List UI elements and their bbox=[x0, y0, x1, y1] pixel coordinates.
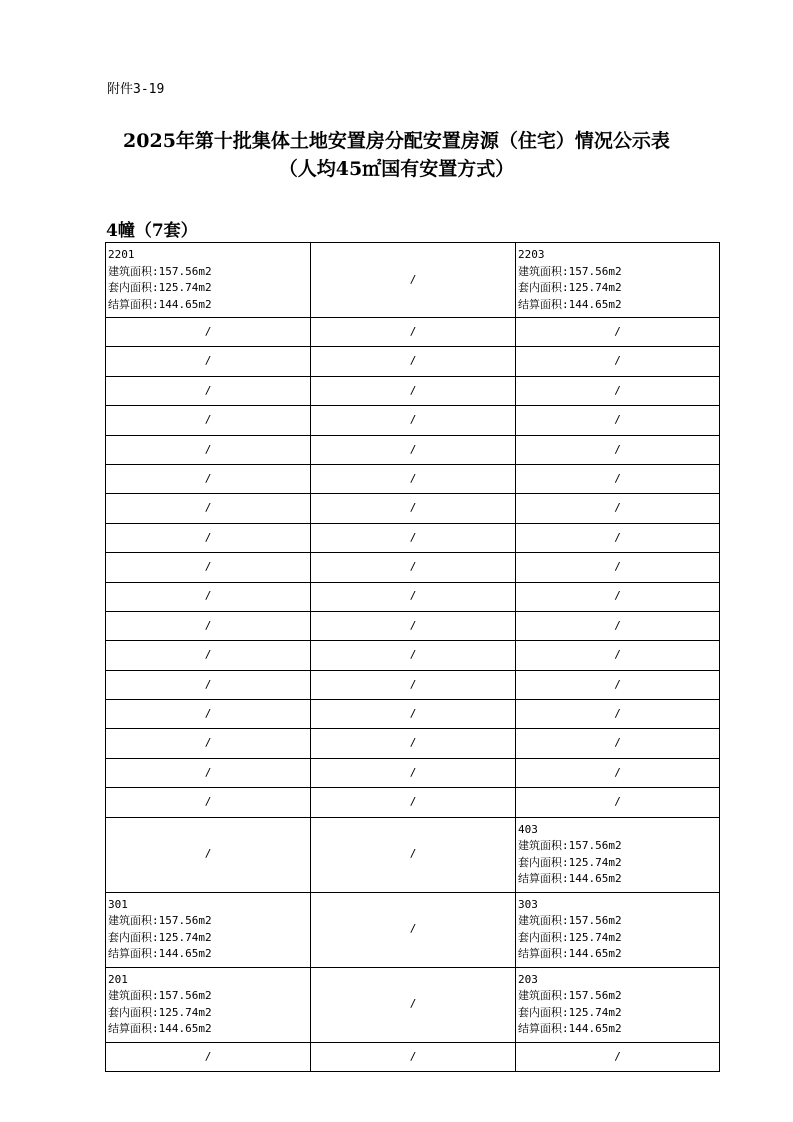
empty-cell: / bbox=[516, 1042, 720, 1071]
inner-area: 套内面积:125.74m2 bbox=[518, 930, 622, 944]
table-row bbox=[106, 967, 720, 1042]
table-row bbox=[106, 553, 720, 582]
unit-cell bbox=[106, 892, 311, 967]
unit-cell bbox=[106, 243, 311, 318]
building-area: 建筑面积:157.56m2 bbox=[108, 989, 212, 1003]
empty-cell: / bbox=[311, 670, 516, 699]
empty-cell: / bbox=[311, 788, 516, 817]
empty-cell: / bbox=[516, 788, 720, 817]
table-row bbox=[106, 641, 720, 670]
empty-cell: / bbox=[311, 817, 516, 892]
building-area: 建筑面积:157.56m2 bbox=[518, 989, 622, 1003]
empty-cell: / bbox=[106, 700, 311, 729]
empty-cell: / bbox=[106, 817, 311, 892]
empty-cell: / bbox=[516, 758, 720, 787]
table-row bbox=[106, 464, 720, 493]
table-row bbox=[106, 435, 720, 464]
inner-area: 套内面积:125.74m2 bbox=[518, 1005, 622, 1019]
empty-cell: / bbox=[516, 700, 720, 729]
empty-cell: / bbox=[516, 494, 720, 523]
empty-cell: / bbox=[311, 435, 516, 464]
settlement-area: 结算面积:144.65m2 bbox=[108, 297, 212, 311]
unit-number: 203 bbox=[518, 972, 538, 986]
table-row bbox=[106, 788, 720, 817]
unit-number: 403 bbox=[518, 822, 538, 836]
housing-table bbox=[105, 242, 720, 1072]
page-title: 2025年第十批集体土地安置房分配安置房源（住宅）情况公示表 bbox=[123, 130, 670, 152]
empty-cell: / bbox=[311, 611, 516, 640]
empty-cell: / bbox=[516, 376, 720, 405]
housing-table-body bbox=[106, 243, 720, 1072]
table-row bbox=[106, 406, 720, 435]
unit-cell bbox=[516, 243, 720, 318]
empty-cell: / bbox=[516, 435, 720, 464]
empty-cell: / bbox=[311, 700, 516, 729]
table-row bbox=[106, 376, 720, 405]
empty-cell: / bbox=[106, 1042, 311, 1071]
empty-cell: / bbox=[311, 1042, 516, 1071]
empty-cell: / bbox=[311, 523, 516, 552]
empty-cell: / bbox=[106, 523, 311, 552]
building-area: 建筑面积:157.56m2 bbox=[518, 839, 622, 853]
unit-number: 301 bbox=[108, 897, 128, 911]
empty-cell: / bbox=[311, 494, 516, 523]
empty-cell: / bbox=[106, 406, 311, 435]
empty-cell: / bbox=[311, 729, 516, 758]
building-area: 建筑面积:157.56m2 bbox=[518, 264, 622, 278]
settlement-area: 结算面积:144.65m2 bbox=[518, 297, 622, 311]
empty-cell: / bbox=[106, 435, 311, 464]
building-area: 建筑面积:157.56m2 bbox=[108, 914, 212, 928]
empty-cell: / bbox=[311, 406, 516, 435]
empty-cell: / bbox=[516, 611, 720, 640]
unit-cell bbox=[516, 967, 720, 1042]
table-row bbox=[106, 817, 720, 892]
unit-number: 2201 bbox=[108, 248, 135, 261]
table-row bbox=[106, 670, 720, 699]
empty-cell: / bbox=[106, 318, 311, 347]
empty-cell: / bbox=[516, 582, 720, 611]
empty-cell: / bbox=[311, 641, 516, 670]
settlement-area: 结算面积:144.65m2 bbox=[518, 947, 622, 961]
settlement-area: 结算面积:144.65m2 bbox=[108, 1022, 212, 1036]
empty-cell: / bbox=[516, 641, 720, 670]
table-row bbox=[106, 892, 720, 967]
unit-cell bbox=[516, 892, 720, 967]
page-subtitle: （人均45㎡国有安置方式） bbox=[278, 158, 515, 180]
empty-cell: / bbox=[106, 641, 311, 670]
empty-cell: / bbox=[516, 670, 720, 699]
inner-area: 套内面积:125.74m2 bbox=[518, 281, 622, 294]
inner-area: 套内面积:125.74m2 bbox=[108, 1005, 212, 1019]
inner-area: 套内面积:125.74m2 bbox=[518, 855, 622, 869]
building-area: 建筑面积:157.56m2 bbox=[518, 914, 622, 928]
table-row bbox=[106, 243, 720, 318]
unit-number: 201 bbox=[108, 972, 128, 986]
empty-cell: / bbox=[516, 347, 720, 376]
table-row bbox=[106, 494, 720, 523]
table-row bbox=[106, 611, 720, 640]
empty-cell: / bbox=[311, 376, 516, 405]
unit-number: 303 bbox=[518, 897, 538, 911]
empty-cell: / bbox=[311, 758, 516, 787]
table-row bbox=[106, 523, 720, 552]
building-area: 建筑面积:157.56m2 bbox=[108, 264, 212, 278]
empty-cell: / bbox=[311, 347, 516, 376]
table-row bbox=[106, 729, 720, 758]
empty-cell: / bbox=[516, 729, 720, 758]
inner-area: 套内面积:125.74m2 bbox=[108, 930, 212, 944]
settlement-area: 结算面积:144.65m2 bbox=[518, 872, 622, 886]
unit-cell bbox=[516, 817, 720, 892]
settlement-area: 结算面积:144.65m2 bbox=[108, 947, 212, 961]
table-row bbox=[106, 700, 720, 729]
empty-cell: / bbox=[106, 494, 311, 523]
unit-number: 2203 bbox=[518, 248, 545, 261]
table-row bbox=[106, 582, 720, 611]
empty-cell: / bbox=[516, 464, 720, 493]
building-label: 4幢（7套） bbox=[106, 221, 198, 241]
table-row bbox=[106, 318, 720, 347]
empty-cell: / bbox=[106, 376, 311, 405]
table-row bbox=[106, 758, 720, 787]
inner-area: 套内面积:125.74m2 bbox=[108, 281, 212, 294]
empty-cell: / bbox=[106, 553, 311, 582]
empty-cell: / bbox=[311, 243, 516, 318]
empty-cell: / bbox=[106, 582, 311, 611]
attachment-label: 附件3-19 bbox=[107, 82, 165, 97]
empty-cell: / bbox=[516, 523, 720, 552]
empty-cell: / bbox=[516, 553, 720, 582]
empty-cell: / bbox=[106, 611, 311, 640]
empty-cell: / bbox=[311, 582, 516, 611]
table-row bbox=[106, 347, 720, 376]
empty-cell: / bbox=[106, 729, 311, 758]
table-row bbox=[106, 1042, 720, 1071]
empty-cell: / bbox=[311, 318, 516, 347]
unit-cell bbox=[106, 967, 311, 1042]
empty-cell: / bbox=[516, 406, 720, 435]
empty-cell: / bbox=[311, 553, 516, 582]
empty-cell: / bbox=[106, 788, 311, 817]
empty-cell: / bbox=[516, 318, 720, 347]
empty-cell: / bbox=[311, 967, 516, 1042]
empty-cell: / bbox=[106, 758, 311, 787]
empty-cell: / bbox=[311, 464, 516, 493]
empty-cell: / bbox=[311, 892, 516, 967]
empty-cell: / bbox=[106, 670, 311, 699]
empty-cell: / bbox=[106, 347, 311, 376]
empty-cell: / bbox=[106, 464, 311, 493]
settlement-area: 结算面积:144.65m2 bbox=[518, 1022, 622, 1036]
